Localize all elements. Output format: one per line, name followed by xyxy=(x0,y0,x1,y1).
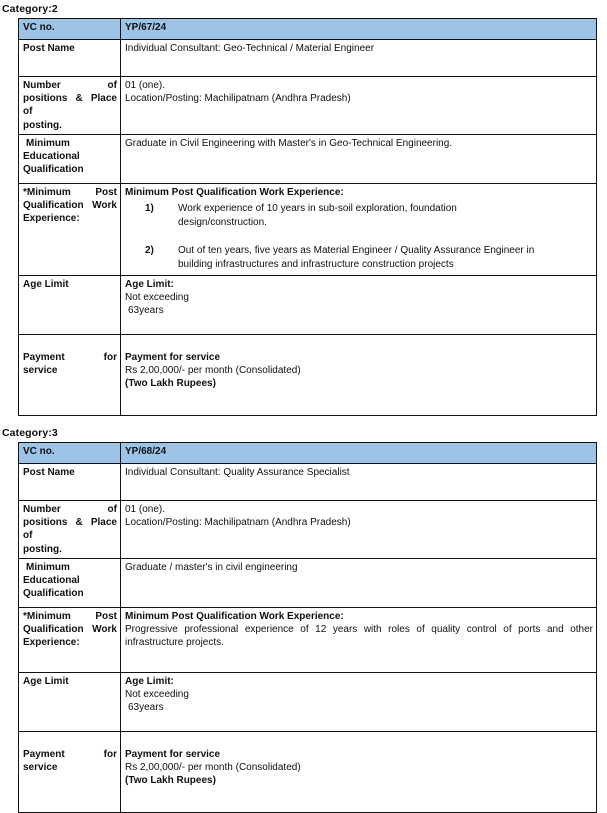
row-value-post-name: Individual Consultant: Quality Assurance Specialist xyxy=(121,463,597,500)
experience-heading: Minimum Post Qualification Work Experience: xyxy=(125,610,344,622)
experience-label-line-2: Qualification Work xyxy=(23,623,117,635)
payment-label-line-2: service xyxy=(23,761,58,773)
vacancy-table-category-2 xyxy=(18,18,597,416)
payment-line-1: Rs 2,00,000/- per month (Consolidated) xyxy=(125,761,301,773)
table-row-education xyxy=(19,558,597,607)
age-limit-heading: Age Limit: xyxy=(125,675,174,687)
education-label-line-2: Educational xyxy=(23,150,80,162)
list-item-line-1: Work experience of 10 years in sub-soil exploration, foundation xyxy=(178,202,457,214)
table-row-vc-no xyxy=(19,442,597,463)
education-label-line-3: Qualification xyxy=(23,588,84,600)
age-limit-line-2: 63years xyxy=(128,702,164,714)
row-label-education xyxy=(19,134,121,183)
table-row-education xyxy=(19,134,597,183)
payment-label-line-2: service xyxy=(23,365,58,377)
row-value-payment xyxy=(121,731,597,812)
row-label-payment xyxy=(19,731,121,812)
row-label-experience xyxy=(19,607,121,672)
row-value-positions xyxy=(121,500,597,558)
row-value-experience xyxy=(121,183,597,275)
table-row-experience xyxy=(19,607,597,672)
age-limit-line-2: 63years xyxy=(128,305,164,317)
list-marker: 2) xyxy=(145,244,154,256)
list-marker: 1) xyxy=(145,202,154,214)
experience-label-line-1: *Minimum Post xyxy=(23,186,117,198)
education-label-line-1: Minimum xyxy=(26,561,70,573)
experience-label-line-1: *Minimum Post xyxy=(23,610,117,622)
experience-label-line-2: Qualification Work xyxy=(23,199,117,211)
table-row-experience xyxy=(19,183,597,275)
payment-label-line-1: Payment for xyxy=(23,748,117,760)
row-value-vc-no: YP/68/24 xyxy=(121,442,597,463)
positions-label-line-1: Number of xyxy=(23,80,117,91)
row-value-post-name: Individual Consultant: Geo-Technical / Material Engineer xyxy=(121,40,597,77)
experience-label-line-3: Experience: xyxy=(23,213,80,225)
positions-value-line-1: 01 (one). xyxy=(125,80,166,91)
positions-label-line-1: Number of xyxy=(23,503,117,515)
payment-heading: Payment for service xyxy=(125,748,221,760)
positions-label-line-2: positions & Place of xyxy=(23,517,117,542)
payment-line-1: Rs 2,00,000/- per month (Consolidated) xyxy=(125,365,301,377)
table-row-post-name xyxy=(19,463,597,500)
table-row-post-name xyxy=(19,40,597,77)
row-value-positions xyxy=(121,77,597,135)
row-label-age-limit: Age Limit xyxy=(19,672,121,731)
row-label-positions xyxy=(19,500,121,558)
positions-label-line-3: posting. xyxy=(23,119,62,131)
positions-value-line-1: 01 (one). xyxy=(125,503,166,515)
row-label-payment xyxy=(19,334,121,415)
row-label-vc-no: VC no. xyxy=(19,19,121,40)
positions-label-line-2: positions & Place of xyxy=(23,93,117,118)
category-label-2: Category:2 xyxy=(2,3,58,15)
age-limit-line-1: Not exceeding xyxy=(125,292,189,304)
list-item-line-2: design/construction. xyxy=(178,217,267,229)
row-label-vc-no: VC no. xyxy=(19,442,121,463)
experience-heading: Minimum Post Qualification Work Experience: xyxy=(125,186,344,198)
table-row-vc-no xyxy=(19,19,597,40)
category-label-3: Category:3 xyxy=(2,426,58,439)
experience-label-line-3: Experience: xyxy=(23,637,80,649)
row-value-education: Graduate / master's in civil engineering xyxy=(121,558,597,607)
row-label-positions xyxy=(19,77,121,135)
vacancy-table-category-3 xyxy=(18,442,597,813)
payment-line-2: (Two Lakh Rupees) xyxy=(125,378,216,390)
row-value-age-limit xyxy=(121,275,597,334)
table-row-positions xyxy=(19,77,597,135)
table-row-age-limit xyxy=(19,672,597,731)
positions-value-line-2: Location/Posting: Machilipatnam (Andhra Pradesh) xyxy=(125,93,351,105)
positions-value-line-2: Location/Posting: Machilipatnam (Andhra Pradesh) xyxy=(125,517,351,529)
table-row-age-limit xyxy=(19,275,597,334)
table-row-payment xyxy=(19,334,597,415)
table-row-payment xyxy=(19,731,597,812)
payment-heading: Payment for service xyxy=(125,351,221,363)
row-value-payment xyxy=(121,334,597,415)
experience-list-item xyxy=(125,244,593,273)
positions-label-line-3: posting. xyxy=(23,543,62,555)
row-label-post-name: Post Name xyxy=(19,40,121,77)
table-row-positions xyxy=(19,500,597,558)
row-label-education xyxy=(19,558,121,607)
row-value-age-limit xyxy=(121,672,597,731)
row-value-experience xyxy=(121,607,597,672)
row-value-education: Graduate in Civil Engineering with Master's in Geo-Technical Engineering. xyxy=(121,134,597,183)
payment-line-2: (Two Lakh Rupees) xyxy=(125,775,216,787)
age-limit-heading: Age Limit: xyxy=(125,278,174,290)
age-limit-line-1: Not exceeding xyxy=(125,688,189,700)
experience-list xyxy=(125,202,593,273)
row-label-age-limit: Age Limit xyxy=(19,275,121,334)
payment-label-line-1: Payment for xyxy=(23,351,117,363)
row-value-vc-no: YP/67/24 xyxy=(121,19,597,40)
education-label-line-3: Qualification xyxy=(23,164,84,176)
row-label-post-name: Post Name xyxy=(19,463,121,500)
list-item-line-1: Out of ten years, five years as Material Engineer / Quality Assurance Engineer in xyxy=(178,244,535,256)
list-item-line-2: building infrastructures and infrastructure construction projects xyxy=(178,259,454,271)
education-label-line-2: Educational xyxy=(23,574,80,586)
experience-body: Progressive professional experience of 12 years with roles of quality control of ports and other infrastructure projects. xyxy=(125,623,593,649)
row-label-experience xyxy=(19,183,121,275)
experience-list-item xyxy=(125,202,593,231)
education-label-line-1: Minimum xyxy=(26,137,70,149)
